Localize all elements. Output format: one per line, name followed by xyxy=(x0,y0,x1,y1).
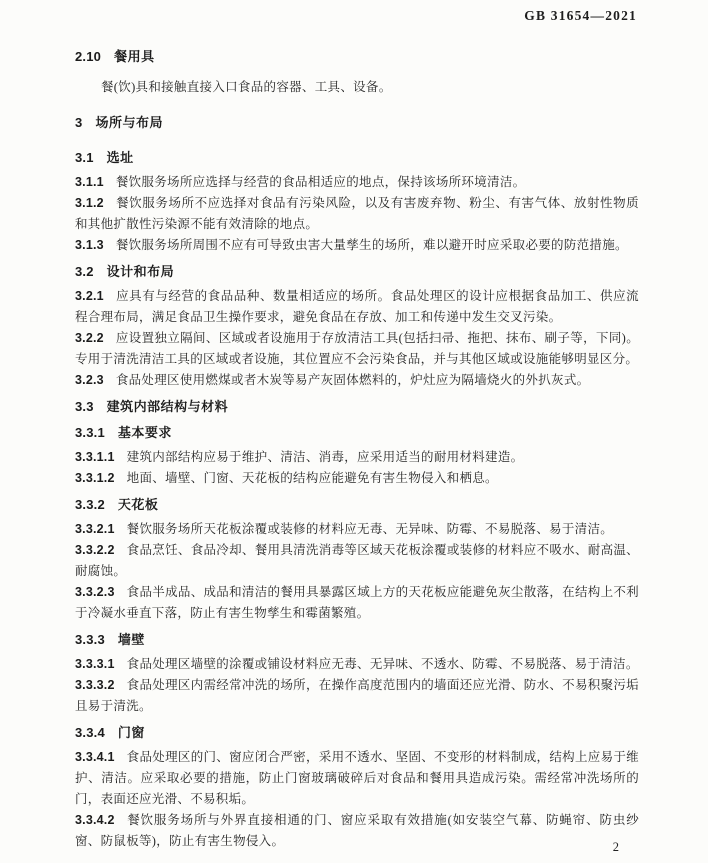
section-heading-3.3.3 xyxy=(75,629,639,650)
clause-number: 3.3.2.3 xyxy=(75,585,115,599)
section-heading-3.3 xyxy=(75,396,639,417)
clause-number: 3.1.1 xyxy=(75,175,104,189)
clause-number: 3.2.3 xyxy=(75,373,104,387)
clause-3.2.2 xyxy=(75,328,639,370)
section-number: 3 xyxy=(75,115,83,130)
clause-text: 餐饮服务场所天花板涂覆或装修的材料应无毒、无异味、防霉、不易脱落、易于清洁。 xyxy=(126,522,614,536)
section-heading-3 xyxy=(75,112,639,133)
clause-3.3.3.2 xyxy=(75,675,639,717)
section-heading-3.3.4 xyxy=(75,722,639,743)
clause-number: 3.1.2 xyxy=(75,196,104,210)
section-number: 3.2 xyxy=(75,264,94,279)
clause-3.1.2 xyxy=(75,193,639,235)
clause-3.2.3 xyxy=(75,370,639,391)
section-title: 墙壁 xyxy=(117,632,145,647)
section-number: 3.3.1 xyxy=(75,425,105,440)
clause-text: 食品半成品、成品和清洁的餐用具暴露区域上方的天花板应能避免灰尘散落，在结构上不利于冷凝水垂直下落，防止有害生物孳生和霉菌繁殖。 xyxy=(75,585,639,620)
section-number: 3.3.4 xyxy=(75,725,105,740)
clause-text: 食品处理区使用燃煤或者木炭等易产灰固体燃料的，炉灶应为隔墙烧火的外扒灰式。 xyxy=(115,373,590,387)
clause-3.3.2.3 xyxy=(75,582,639,624)
section-title: 餐用具 xyxy=(114,49,155,64)
clause-text: 餐饮服务场所应选择与经营的食品相适应的地点，保持该场所环境清洁。 xyxy=(115,175,526,189)
clause-3.2.1 xyxy=(75,286,639,328)
section-number: 3.3.3 xyxy=(75,632,105,647)
clause-text: 食品处理区墙壁的涂覆或铺设材料应无毒、无异味、不透水、防霉、不易脱落、易于清洁。 xyxy=(126,657,639,671)
clause-number: 3.3.3.1 xyxy=(75,657,115,671)
section-number: 3.3.2 xyxy=(75,497,105,512)
clause-number: 3.3.4.2 xyxy=(75,813,115,827)
clause-text: 餐饮服务场所与外界直接相通的门、窗应采取有效措施(如安装空气幕、防蝇帘、防虫纱窗、防鼠板等)，防止有害生物侵入。 xyxy=(75,813,639,848)
section-heading-3.2 xyxy=(75,261,639,282)
section-number: 3.3 xyxy=(75,399,94,414)
clause-number: 3.3.2.1 xyxy=(75,522,115,536)
clause-number: 3.3.1.2 xyxy=(75,471,115,485)
clause-number: 3.3.2.2 xyxy=(75,543,115,557)
page-number: 2 xyxy=(612,840,619,854)
clause-3.3.4.1 xyxy=(75,747,639,810)
document-body xyxy=(75,46,639,852)
clause-text: 食品处理区内需经常冲洗的场所，在操作高度范围内的墙面还应光滑、防水、不易积聚污垢且易于清洗。 xyxy=(75,678,639,713)
section-heading-2.10 xyxy=(75,46,639,67)
section-title: 天花板 xyxy=(117,497,159,512)
section-title: 场所与布局 xyxy=(95,115,163,130)
clause-3.3.4.2 xyxy=(75,810,639,852)
clause-text: 建筑内部结构应易于维护、清洁、消毒，应采用适当的耐用材料建造。 xyxy=(126,450,524,464)
clause-number: 3.2.2 xyxy=(75,331,104,345)
clause-text: 地面、墙壁、门窗、天花板的结构应能避免有害生物侵入和栖息。 xyxy=(126,471,498,485)
clause-number: 3.2.1 xyxy=(75,289,104,303)
clause-text: 食品处理区的门、窗应闭合严密，采用不透水、坚固、不变形的材料制成，结构上应易于维护、清洁。应采取必要的措施，防止门窗玻璃破碎后对食品和餐用具造成污染。需经常冲洗场所的门，表面还应光滑、不易积垢。 xyxy=(75,750,639,806)
clause-3.3.3.1 xyxy=(75,654,639,675)
section-title: 建筑内部结构与材料 xyxy=(106,399,229,414)
clause-3.1.1 xyxy=(75,172,639,193)
clause-3.3.1.1 xyxy=(75,447,639,468)
clause-text: 餐饮服务场所周围不应有可导致虫害大量孳生的场所，难以避开时应采取必要的防范措施。 xyxy=(115,238,628,252)
section-number: 2.10 xyxy=(75,49,102,64)
clause-3.3.2.2 xyxy=(75,540,639,582)
clause-number: 3.3.3.2 xyxy=(75,678,115,692)
standard-code-header: GB 31654—2021 xyxy=(524,8,637,23)
clause-3.3.1.2 xyxy=(75,468,639,489)
clause-text: 应具有与经营的食品品种、数量相适应的场所。食品处理区的设计应根据食品加工、供应流程合理布局，满足食品卫生操作要求，避免食品在存放、加工和传递中发生交叉污染。 xyxy=(75,289,639,324)
section-title: 门窗 xyxy=(117,725,145,740)
section-title: 基本要求 xyxy=(117,425,172,440)
definition-paragraph: 餐(饮)具和接触直接入口食品的容器、工具、设备。 xyxy=(101,80,392,94)
section-heading-3.1 xyxy=(75,147,639,168)
clause-text: 餐饮服务场所不应选择对食品有污染风险，以及有害废弃物、粉尘、有害气体、放射性物质和其他扩散性污染源不能有效清除的地点。 xyxy=(75,196,639,231)
section-number: 3.1 xyxy=(75,150,94,165)
clause-3.1.3 xyxy=(75,235,639,256)
clause-3.3.2.1 xyxy=(75,519,639,540)
section-heading-3.3.2 xyxy=(75,494,639,515)
clause-number: 3.3.1.1 xyxy=(75,450,115,464)
section-title: 设计和布局 xyxy=(106,264,175,279)
clause-number: 3.1.3 xyxy=(75,238,104,252)
clause-text: 食品烹饪、食品冷却、餐用具清洗消毒等区域天花板涂覆或装修的材料应不吸水、耐高温、耐腐蚀。 xyxy=(75,543,639,578)
section-heading-3.3.1 xyxy=(75,422,639,443)
clause-number: 3.3.4.1 xyxy=(75,750,115,764)
section-title: 选址 xyxy=(106,150,134,165)
clause-text: 应设置独立隔间、区域或者设施用于存放清洁工具(包括扫帚、拖把、抹布、刷子等，下同)。专用于清洗清洁工具的区域或者设施，其位置应不会污染食品，并与其他区域或设施能够明显区分。 xyxy=(75,331,639,366)
